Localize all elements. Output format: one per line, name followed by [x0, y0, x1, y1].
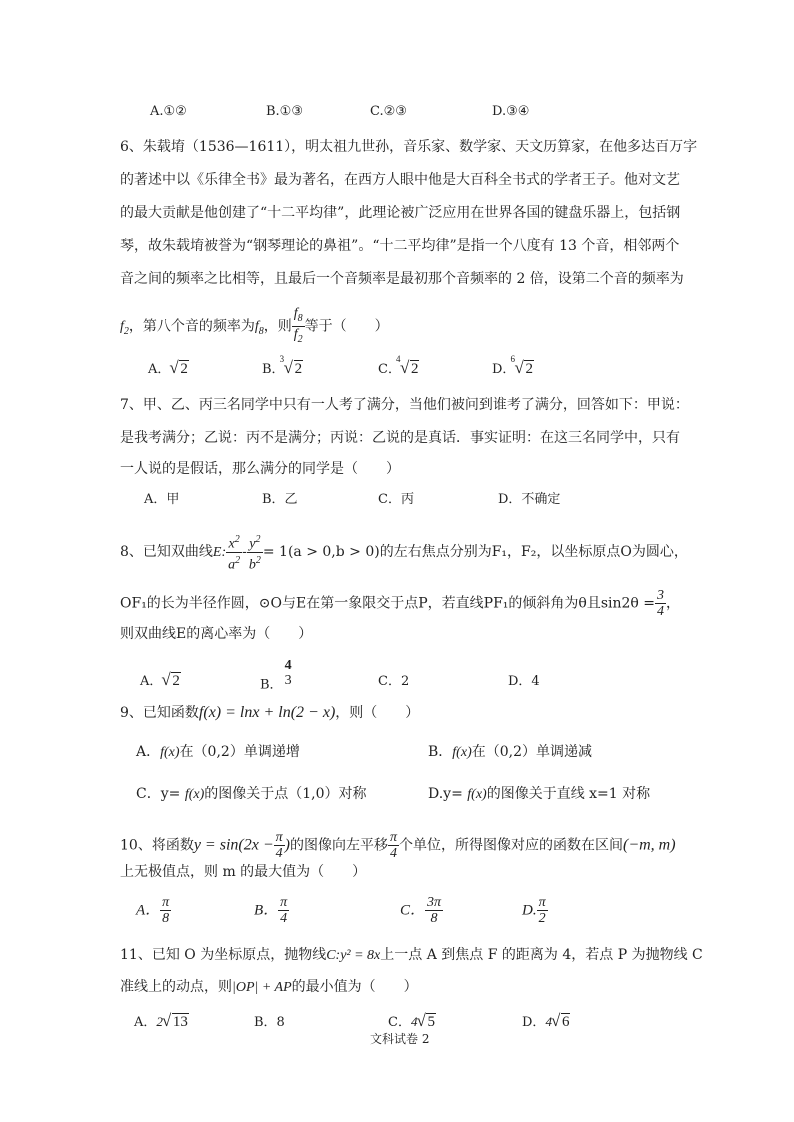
q8-line1-post: = 1(a > 0,b > 0)的左右焦点分别为F₁，F₂，以坐标原点O为圆心， — [262, 544, 688, 561]
q10-option-c: C． $\frac{3\pi}{8}$ — [400, 895, 442, 926]
q6-option-b: B． 3 √ 2 — [262, 354, 303, 377]
q6-line: 的著述中以《乐律全书》最为著名，在西方人眼中他是大百科全书式的学者王子。他对文艺 — [120, 172, 680, 188]
q7-line: 7、甲、乙、丙三名同学中只有一人考了满分，当他们被问到谁考了满分，回答如下：甲说： — [120, 397, 689, 413]
q8-option-a: A． √ 2 — [140, 670, 180, 689]
q5-option-a: A.①② — [150, 104, 187, 119]
x2-over-a2: $\frac{x^2}{a^2}$ — [228, 534, 241, 573]
three-quarters: $\frac{3}{4}$ — [657, 588, 665, 619]
q10-option-b: B． $\frac{\pi}{4}$ — [254, 895, 288, 926]
pi-over-4: $\frac{\pi}{4}$ — [275, 830, 283, 861]
q9-function: f(x) = lnx + ln(2 − x) — [198, 704, 336, 721]
page-footer: 文科试卷 2 — [370, 1032, 430, 1046]
q11-option-b: B．8 — [254, 1015, 285, 1030]
q6-option-a: A． √ 2 — [148, 358, 188, 377]
q6-option-d: D． 6 √ 2 — [492, 354, 533, 377]
q9-option-a: A．f(x)在（0,2）单调递增 — [136, 744, 300, 760]
pi-over-4-shift: $\frac{\pi}{4}$ — [389, 830, 397, 861]
q6-stem-c: 等于（ ） — [304, 318, 389, 335]
f8-symbol: $f_8$ — [254, 319, 264, 338]
q8-line2: OF₁的长为半径作圆，⊙O与E在第一象限交于点P，若直线PF₁的倾斜角为θ且sin2θ = $\frac{3}{4}$ ， — [120, 588, 681, 619]
f8-over-f2-fraction: $\frac{f_8}{f_2}$ — [293, 306, 303, 345]
q6-line: 的最大贡献是他创建了“十二平均律”，此理论被广泛应用在世界各国的键盘乐器上，包括钢 — [120, 205, 681, 221]
q9-option-c: C．y= f(x)的图像关于点（1,0）对称 — [136, 786, 367, 802]
f2-symbol: $f_2$ — [120, 319, 129, 338]
q8-option-c: C．2 — [378, 674, 410, 689]
q5-option-b: B.①③ — [266, 104, 303, 119]
q7-option-c: C．丙 — [378, 492, 414, 507]
q6-line: 6、朱载堉（1536—1611），明太祖九世孙，音乐家、数学家、天文历算家，在他多达百万字 — [120, 139, 698, 155]
q8-line3: 则双曲线E的离心率为（ ） — [120, 626, 313, 642]
parabola-equation: C:y² = 8x — [326, 948, 381, 963]
q11-option-a: A．2 √ 13 — [134, 1011, 188, 1030]
q8-option-b: B． 4 3 — [260, 658, 292, 693]
hyperbola-name: E: — [212, 545, 227, 561]
q6-stem — [120, 306, 389, 347]
q7-line: 一人说的是假话，那么满分的同学是（ ） — [120, 461, 400, 477]
q11-line2: 准线上的动点，则|OP| + AP的最小值为（ ） — [120, 979, 418, 995]
q9-option-d: D.y= f(x)的图像关于直线 x=1 对称 — [428, 786, 651, 802]
q10-option-a: A． $\frac{\pi}{8}$ — [136, 895, 170, 926]
q8-line1: 8、已知双曲线E: $\frac{x^2}{a^2}$ - $\frac{y^2}{b^2}$ = 1(a > 0,b > 0)的左右焦点分别为F₁，F₂，以坐标原点O为圆心， — [120, 534, 688, 573]
q9-stem: 9、已知函数f(x) = lnx + ln(2 − x)，则（ ） — [120, 704, 420, 721]
q11-option-c: C．4 √ 5 — [388, 1011, 435, 1030]
q9-option-b: B．f(x)在（0,2）单调递减 — [428, 744, 592, 760]
q6-stem-b: ，则 — [263, 318, 292, 335]
q11-option-d: D．4 √ 6 — [522, 1011, 570, 1030]
q10-line1: 10、将函数y = sin(2x − $\frac{\pi}{4}$ )的图像向左平移 $\frac{\pi}{4}$ 个单位，所得图像对应的函数在区间(−m, m) — [120, 830, 676, 861]
q6-line: 音之间的频率之比相等，且最后一个音频率是最初那个音频率的 2 倍，设第二个音的频率为 — [120, 271, 684, 287]
q7-option-a: A．甲 — [144, 492, 180, 507]
q10-option-d: D. $\frac{\pi}{2}$ — [522, 895, 546, 926]
q7-line: 是我考满分；乙说：丙不是满分；丙说：乙说的是真话．事实证明：在这三名同学中，只有 — [120, 430, 680, 446]
q7-option-b: B．乙 — [262, 492, 298, 507]
q11-line1: 11、已知 O 为坐标原点，抛物线C:y² = 8x上一点 A 到焦点 F 的距离为 4，若点 P 为抛物线 C — [120, 947, 703, 963]
q10-line2: 上无极值点，则 m 的最大值为（ ） — [120, 864, 367, 880]
q5-option-d: D.③④ — [492, 104, 530, 119]
q7-option-d: D．不确定 — [498, 492, 561, 507]
q6-stem-a: ，第八个音的频率为 — [128, 318, 255, 335]
q5-option-c: C.②③ — [370, 104, 407, 119]
q8-option-d: D．4 — [508, 674, 540, 689]
q6-line: 琴，故朱载堉被誉为“钢琴理论的鼻祖”。“十二平均律”是指一个八度有 13 个音，相邻两个 — [120, 238, 680, 254]
q11-expression: |OP| + AP — [232, 980, 292, 995]
q6-option-c: C． 4 √ 2 — [378, 354, 419, 377]
y2-over-b2: $\frac{y^2}{b^2}$ — [248, 534, 261, 573]
